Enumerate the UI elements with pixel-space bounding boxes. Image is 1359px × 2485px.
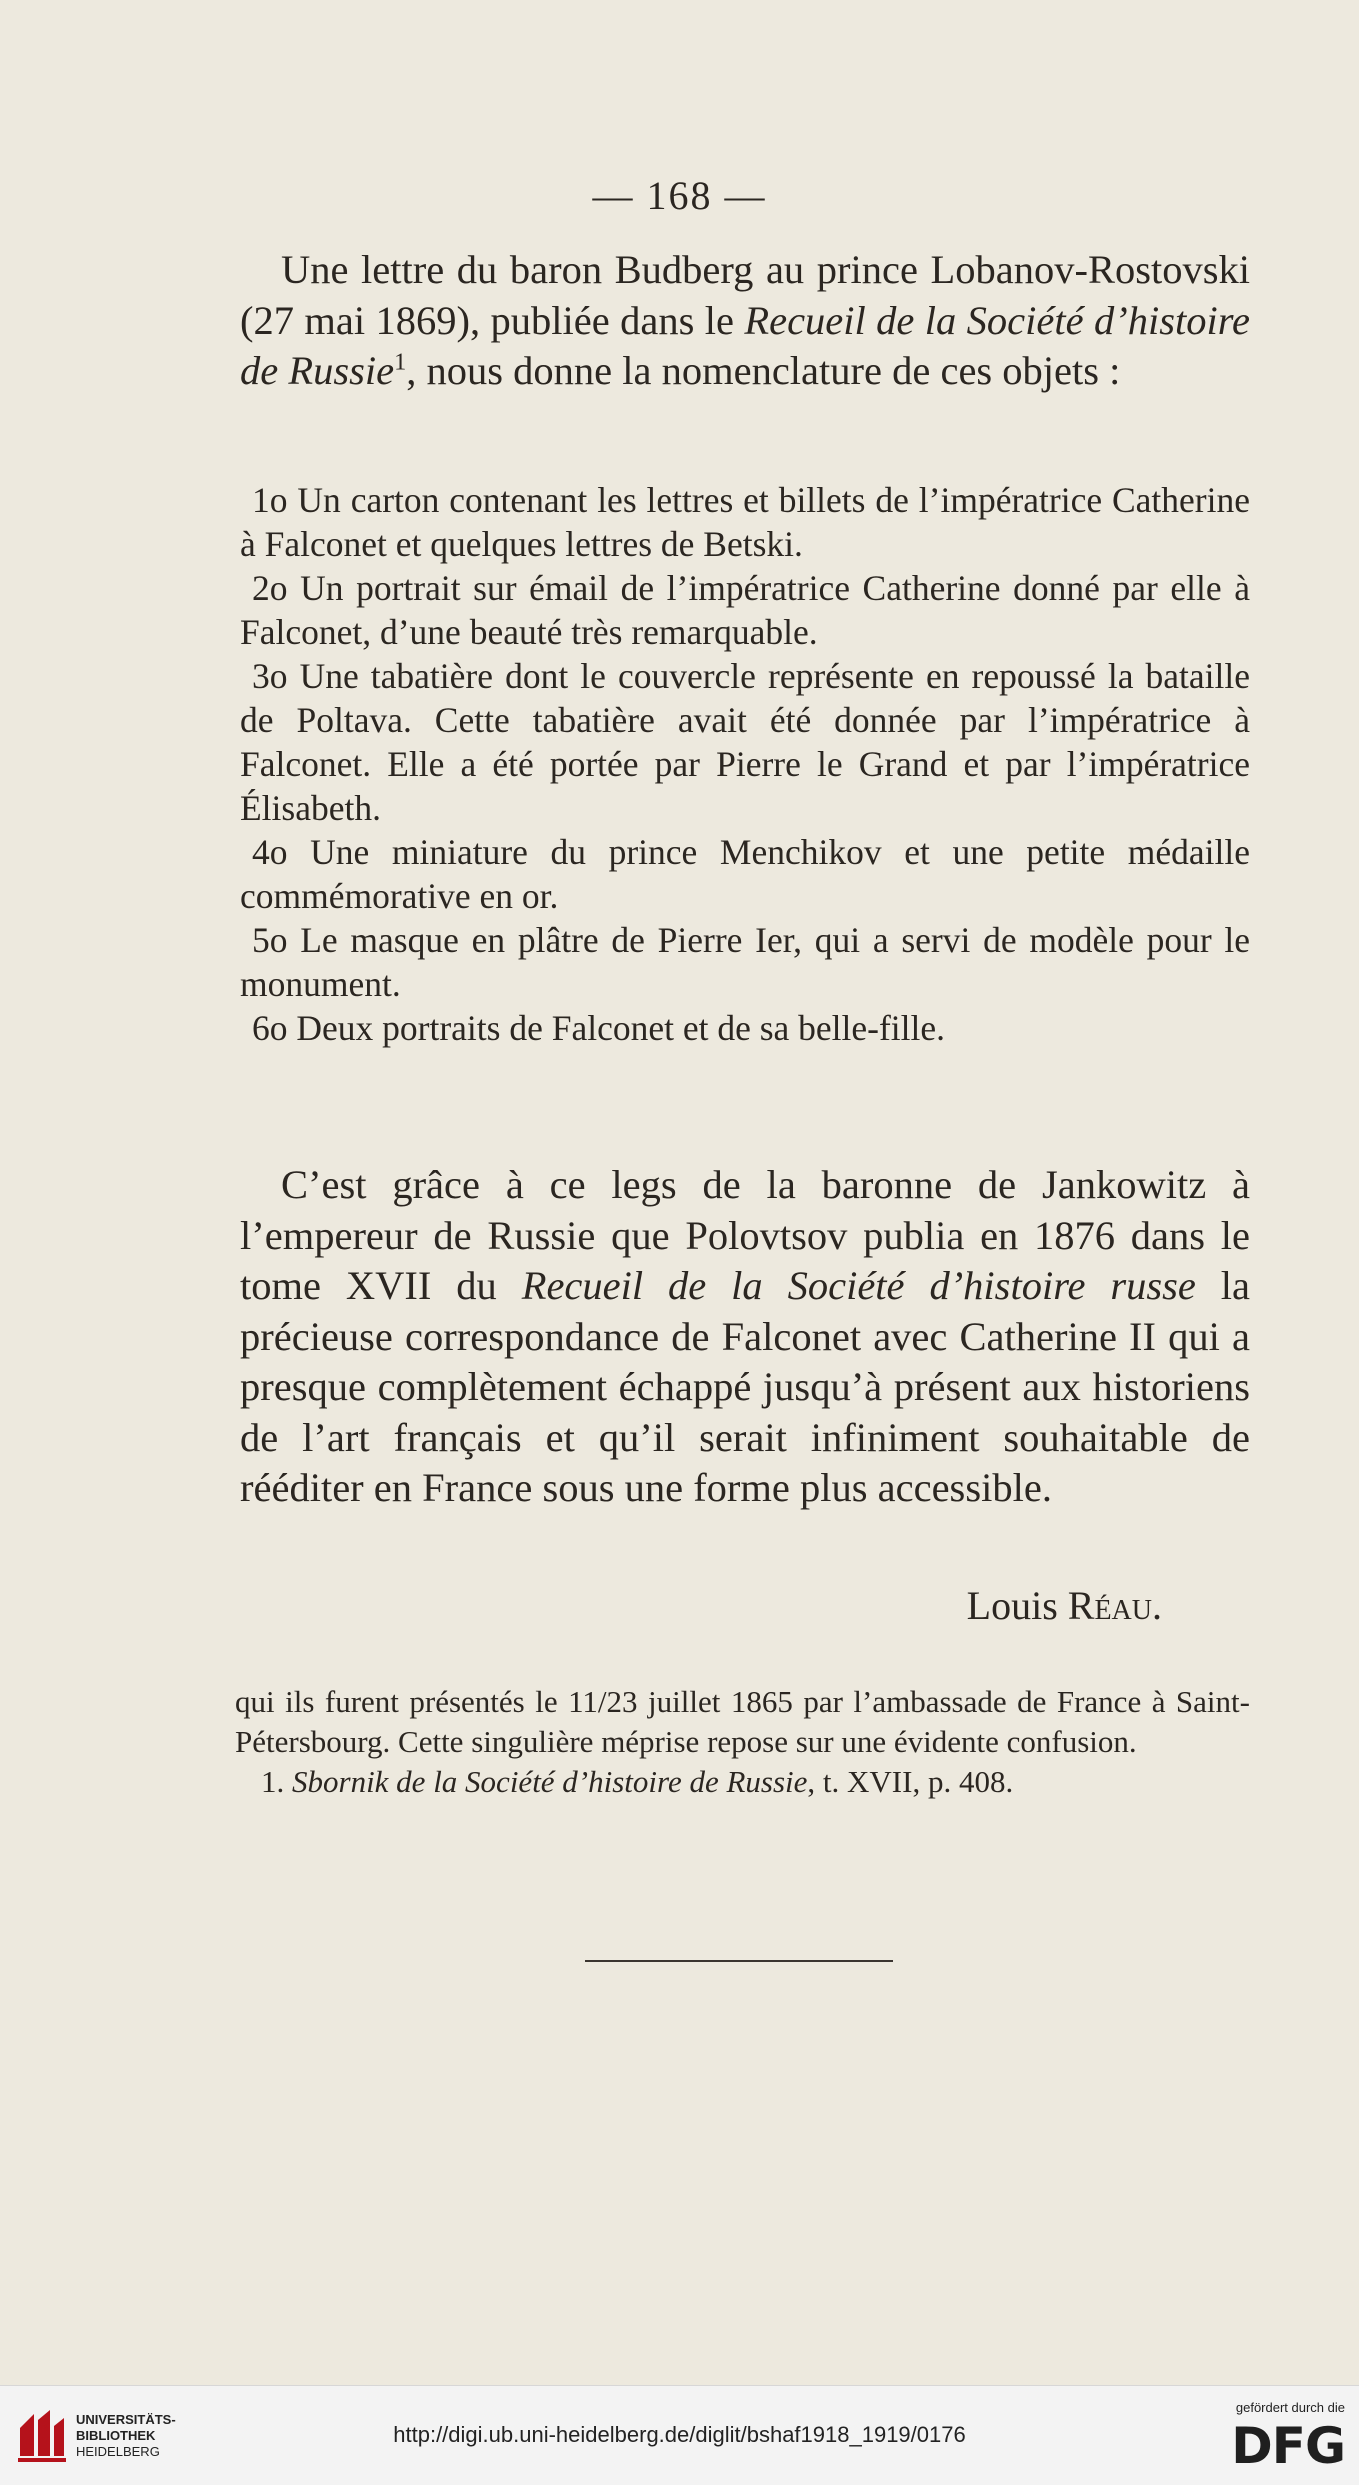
viewer-footer bbox=[0, 2385, 1359, 2485]
footnote-1: 1. Sbornik de la Société d’histoire de Russie, t. XVII, p. 408. bbox=[261, 1764, 1014, 1799]
list-item: 1o Un carton contenant les lettres et billets de l’impératrice Catherine à Falconet et quelques lettres de Betski. bbox=[240, 480, 1250, 564]
list-item: 6o Deux portraits de Falconet et de sa belle-fille. bbox=[252, 1008, 945, 1048]
author-signature: Louis Réau. bbox=[966, 1583, 1162, 1628]
intro-paragraph: Une lettre du baron Budberg au prince Lobanov-Rostovski (27 mai 1869), publiée dans le Recueil de la Société d’histoire de Russie$^1$, nous donne la nomenclature de ces objets : bbox=[240, 247, 1250, 393]
sponsor-label: gefördert durch die bbox=[1235, 2400, 1345, 2415]
divider bbox=[585, 1960, 893, 1962]
conclusion-block bbox=[240, 1160, 1250, 1514]
dfg-logo: DFG bbox=[1231, 2417, 1345, 2475]
item-list bbox=[240, 478, 1250, 1050]
intro-paragraph-block bbox=[240, 245, 1250, 397]
conclusion-paragraph: C’est grâce à ce legs de la baronne de Jankowitz à l’empereur de Russie que Polovtsov publia en 1876 dans le tome XVII du Recueil de la Société d’histoire russe la précieuse correspondance de Falconet avec Catherine II qui a presque complètement échappé jusqu’à présent aux historiens de l’art français et qu’il serait infiniment souhaitable de rééditer en France sous une forme plus accessible. bbox=[240, 1162, 1251, 1510]
recueil-title: Recueil de la Société d’histoire de Russie bbox=[240, 297, 1250, 393]
document-url-link[interactable]: http://digi.ub.uni-heidelberg.de/diglit/bshaf1918_1919/0176 bbox=[393, 2422, 966, 2447]
footnote-continuation: qui ils furent présentés le 11/23 juillet 1865 par l’ambassade de France à Saint-Pétersbourg. Cette singulière méprise repose sur une évidente confusion. bbox=[235, 1684, 1250, 1759]
list-item: 5o Le masque en plâtre de Pierre Ier, qui a servi de modèle pour le monument. bbox=[240, 920, 1250, 1004]
library-logo-text: UNIVERSITÄTS- BIBLIOTHEK HEIDELBERG bbox=[76, 2412, 176, 2459]
list-item: 2o Un portrait sur émail de l’impératrice Catherine donné par elle à Falconet, d’une beauté très remarquable. bbox=[240, 568, 1250, 652]
recueil-russe-title: Recueil de la Société d’histoire russe bbox=[521, 1263, 1196, 1308]
footnotes bbox=[235, 1682, 1250, 1802]
list-item: 4o Une miniature du prince Menchikov et une petite médaille commémorative en or. bbox=[240, 832, 1250, 916]
list-item: 3o Une tabatière dont le couvercle représente en repoussé la bataille de Poltava. Cette tabatière avait été donnée par l’impératrice à Falconet. Elle a été portée par Pierre le Grand et par l’impératrice Élisabeth. bbox=[240, 656, 1250, 828]
footnote-ref: 1 bbox=[394, 348, 407, 376]
page-number: — 168 — bbox=[592, 173, 767, 218]
